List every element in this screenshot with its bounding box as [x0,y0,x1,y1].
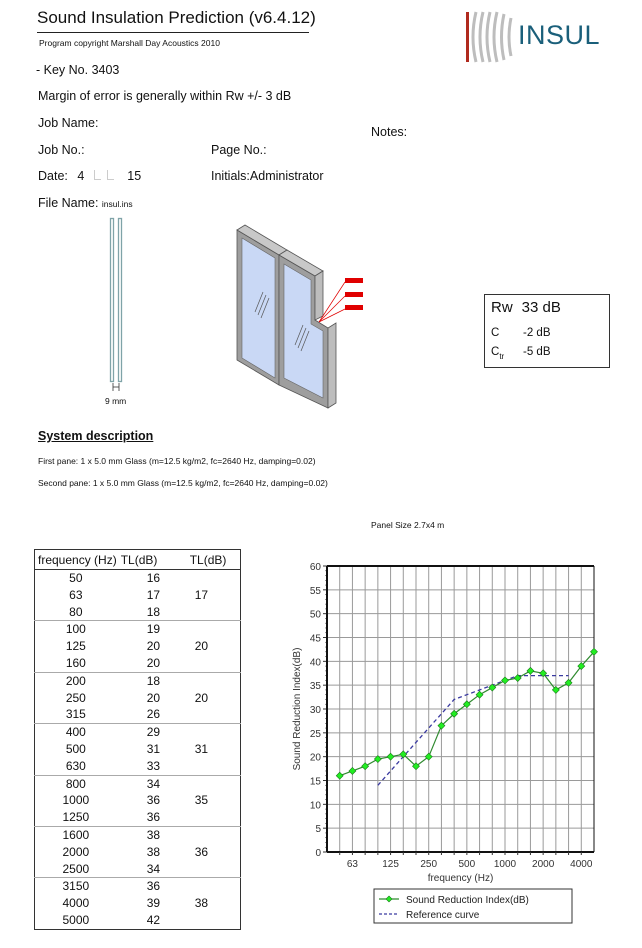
initials-label: Initials: [211,169,250,183]
y-tick-label: 25 [309,728,321,740]
tl-octave-cell [187,706,241,723]
tl-octave-cell: 17 [194,587,209,602]
y-tick-label: 50 [309,609,321,621]
frequency-cell: 2500 [35,861,117,878]
table-row [35,672,241,689]
tl-third-octave-cell: 33 [117,758,187,775]
table-row [35,792,241,809]
date-label: Date: [38,169,68,183]
tl-third-octave-cell: 20 [146,690,161,705]
tl-third-octave-cell: 18 [117,604,187,621]
file-name-label: File Name: [38,196,99,210]
tl-third-octave-cell: 38 [146,844,161,859]
x-tick-label: 250 [420,859,438,870]
gap-dimension-label: 9 mm [105,396,127,406]
tl-octave-cell: 35 [194,793,209,808]
frequency-cell: 315 [35,706,117,723]
glazing-section-diagram [100,215,140,395]
tl-third-octave-cell: 36 [146,793,161,808]
panel-size: Panel Size 2.7x4 m [371,520,445,530]
tl-third-octave-cell: 42 [146,912,161,927]
table-row [35,587,241,604]
tl-table [34,549,241,930]
tl-octave-cell [187,604,241,621]
x-tick-label: 1000 [493,859,517,870]
y-tick-label: 30 [309,705,321,716]
frequency-cell: 630 [35,758,117,775]
tl-third-octave-cell: 39 [146,896,161,911]
table-row [35,638,241,655]
y-tick-label: 10 [309,800,321,812]
table-row [35,706,241,723]
title-divider [37,32,309,33]
file-name-field [38,196,133,210]
tl-octave-cell [187,775,241,792]
y-tick-label: 5 [315,824,321,836]
frequency-cell: 400 [65,725,86,740]
job-name-label: Job Name: [38,116,99,130]
date-separator-icon [92,170,120,180]
first-pane-description: First pane: 1 x 5.0 mm Glass (m=12.5 kg/m2, fc=2640 Hz, damping=0.02) [38,456,316,466]
x-tick-label: 125 [382,859,399,870]
tl-octave-cell: 20 [194,639,209,654]
rating-box [484,294,610,368]
frequency-cell: 160 [35,655,117,672]
table-row [35,690,241,707]
date-day: 4 [77,169,85,183]
y-tick-label: 45 [309,633,321,645]
frequency-cell: 4000 [62,896,90,911]
tl-third-octave-cell: 20 [117,655,187,672]
frequency-cell: 200 [65,673,86,688]
c-label: C [491,327,500,339]
tl-third-octave-cell: 29 [146,725,161,740]
initials-value: Administrator [249,169,324,183]
table-row [35,604,241,621]
x-tick-label: 500 [458,859,476,870]
y-tick-label: 20 [309,752,321,764]
frequency-cell: 1250 [35,809,117,826]
table-row [35,655,241,672]
report-title: Sound Insulation Prediction (v6.4.12) [37,8,316,27]
system-description-heading: System description [38,429,154,443]
y-tick-label: 0 [315,848,321,859]
tl-third-octave-header: TL(dB) [117,550,187,570]
table-row [35,826,241,843]
table-row [35,741,241,758]
tl-third-octave-cell: 36 [117,809,187,826]
y-tick-label: 40 [309,657,321,669]
legend-reference-label: Reference curve [406,910,480,921]
table-row [35,844,241,861]
tl-octave-cell [187,570,241,587]
y-tick-label: 15 [309,776,321,788]
frequency-cell: 1000 [62,793,90,808]
frequency-cell: 125 [65,639,86,654]
c-value: -2 dB [523,327,551,339]
x-tick-label: 63 [346,859,358,870]
tl-octave-cell [187,621,241,638]
y-tick-label: 55 [309,585,321,597]
tl-octave-cell: 31 [194,741,209,756]
page-no-label: Page No.: [211,143,267,157]
insul-logo [462,8,612,64]
frequency-cell: 50 [69,571,83,585]
notes-label: Notes: [371,125,408,139]
table-row [35,895,241,912]
table-row [35,878,241,895]
tl-third-octave-cell: 18 [146,673,161,688]
tl-third-octave-cell: 16 [146,571,161,585]
tl-octave-cell [187,672,241,689]
date-field [38,169,141,183]
table-row [35,775,241,792]
frequency-cell: 250 [65,690,86,705]
tl-third-octave-cell: 26 [117,706,187,723]
tl-octave-cell [187,758,241,775]
x-tick-label: 4000 [570,859,593,870]
logo-text: INSUL [518,20,601,50]
window-isometric-image [225,220,365,410]
rw-value: 33 dB [521,299,561,316]
date-year: 15 [127,169,142,183]
file-name-value: insul.ins [101,199,133,209]
tl-table-header [35,550,241,570]
table-row [35,724,241,741]
tl-third-octave-cell: 34 [117,861,187,878]
table-row [35,621,241,638]
tl-third-octave-cell: 19 [146,622,161,637]
y-tick-label: 35 [309,681,321,693]
sound-reduction-chart [280,555,642,948]
frequency-cell: 2000 [62,844,90,859]
initials-field [211,169,324,183]
rw-label: Rw [491,299,513,316]
x-tick-label: 2000 [532,859,555,870]
tl-octave-cell [187,826,241,843]
table-row [35,912,241,929]
frequency-cell: 800 [65,776,86,791]
tl-octave-cell: 38 [194,896,209,911]
frequency-cell: 63 [69,587,83,602]
ctr-label: C [491,346,500,358]
copyright-text: Program copyright Marshall Day Acoustics 2010 [39,38,220,48]
key-number: - Key No. 3403 [36,63,120,77]
y-axis-label: Sound Reduction Index(dB) [292,647,303,771]
ctr-subscript: tr [499,352,505,361]
red-annotation-labels [345,278,363,310]
frequency-cell: 5000 [62,912,90,927]
tl-octave-cell: 20 [194,690,209,705]
x-axis-label: frequency (Hz) [427,873,494,884]
tl-octave-cell [187,878,241,895]
sound-waves-icon [462,8,518,64]
tl-octave-cell [187,655,241,672]
table-row [35,809,241,826]
frequency-cell: 1600 [62,827,90,842]
frequency-cell: 500 [65,741,86,756]
margin-note: Margin of error is generally within Rw +/- 3 dB [38,89,292,103]
tl-octave-cell [187,809,241,826]
tl-third-octave-cell: 17 [146,587,161,602]
tl-third-octave-cell: 20 [146,639,161,654]
tl-octave-cell [187,724,241,741]
tl-octave-cell [187,861,241,878]
legend-sri-label: Sound Reduction Index(dB) [406,895,529,906]
tl-third-octave-cell: 36 [146,879,161,894]
y-tick-label: 60 [309,562,321,573]
frequency-column-header: frequency (Hz) [35,550,117,570]
tl-octave-cell [187,912,241,929]
second-pane-description: Second pane: 1 x 5.0 mm Glass (m=12.5 kg/m2, fc=2640 Hz, damping=0.02) [38,478,328,488]
table-row [35,861,241,878]
job-no-label: Job No.: [38,143,85,157]
table-row [35,758,241,775]
frequency-cell: 80 [35,604,117,621]
tl-third-octave-cell: 34 [146,776,161,791]
tl-octave-cell: 36 [194,844,209,859]
frequency-cell: 3150 [62,879,90,894]
tl-third-octave-cell: 38 [146,827,161,842]
tl-octave-header: TL(dB) [187,550,241,570]
frequency-cell: 100 [65,622,86,637]
table-row [35,570,241,587]
tl-third-octave-cell: 31 [146,741,161,756]
ctr-value: -5 dB [523,346,551,358]
